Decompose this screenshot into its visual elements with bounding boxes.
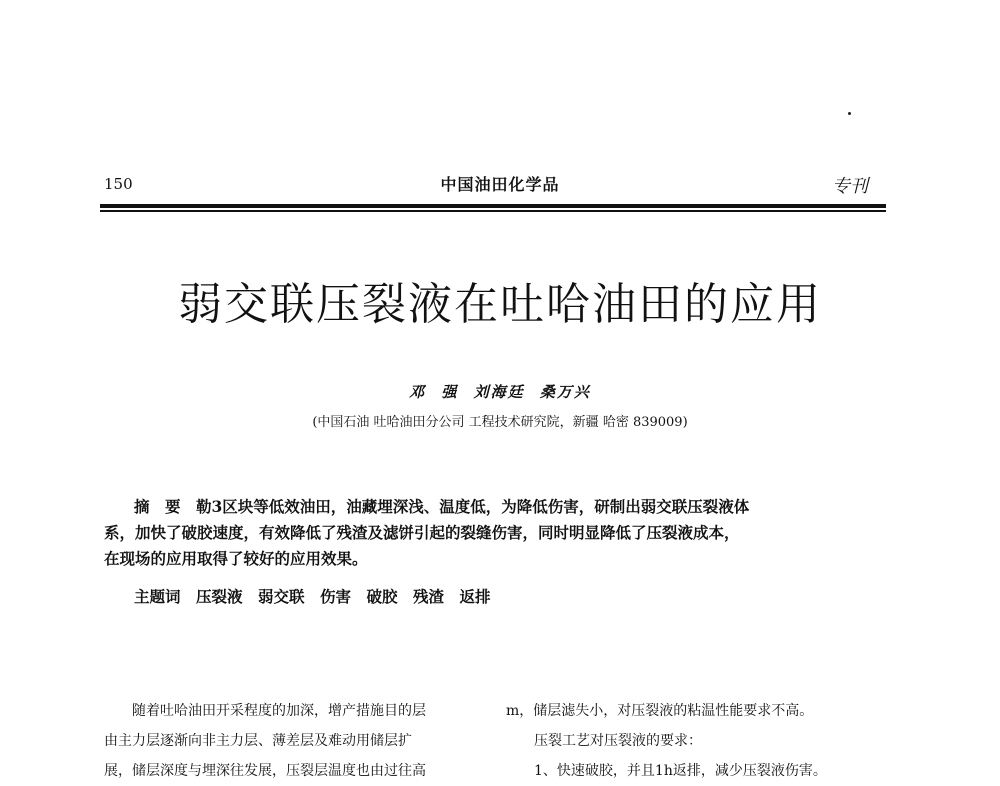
article-title: 弱交联压裂液在吐哈油田的应用 [178,279,822,330]
issue-label: 专刊 [832,176,868,197]
authors: 邓 强 刘海廷 桑万兴 [409,383,591,401]
abstract [104,494,888,572]
abstract-line-3: 在现场的应用取得了较好的应用效果。 [104,549,368,568]
body-line: 压裂工艺对压裂液的要求： [534,733,702,749]
body-column-right [506,696,890,786]
body-line: 展，储层深度与埋深往发展，压裂层温度也由过往高 [104,763,426,779]
journal-name: 中国油田化学品 [440,175,560,194]
body-line: 由主力层逐渐向非主力层、薄差层及难动用储层扩 [104,733,412,749]
abstract-line-1: 摘 要 勒3区块等低效油田，油藏埋深浅、温度低，为降低伤害，研制出弱交联压裂液体 [134,497,750,516]
header-rule-thick [100,204,886,208]
abstract-line-2: 系，加快了破胶速度，有效降低了残渣及滤饼引起的裂缝伤害，同时明显降低了压裂液成本， [104,523,740,542]
affiliation: (中国石油 吐哈油田分公司 工程技术研究院，新疆 哈密 839009) [312,415,688,430]
page-number: 150 [104,175,133,193]
header-rule-thin [100,210,886,212]
stray-dot [848,112,851,115]
keywords: 主题词 压裂液 弱交联 伤害 破胶 残渣 返排 [134,587,491,606]
body-line: 随着吐哈油田开采程度的加深，增产措施目的层 [132,703,426,719]
body-column-left [104,696,488,786]
body-line: m，储层滤失小，对压裂液的粘温性能要求不高。 [506,703,814,719]
body-line: 1、快速破胶，并且1h返排，减少压裂液伤害。 [534,763,827,779]
